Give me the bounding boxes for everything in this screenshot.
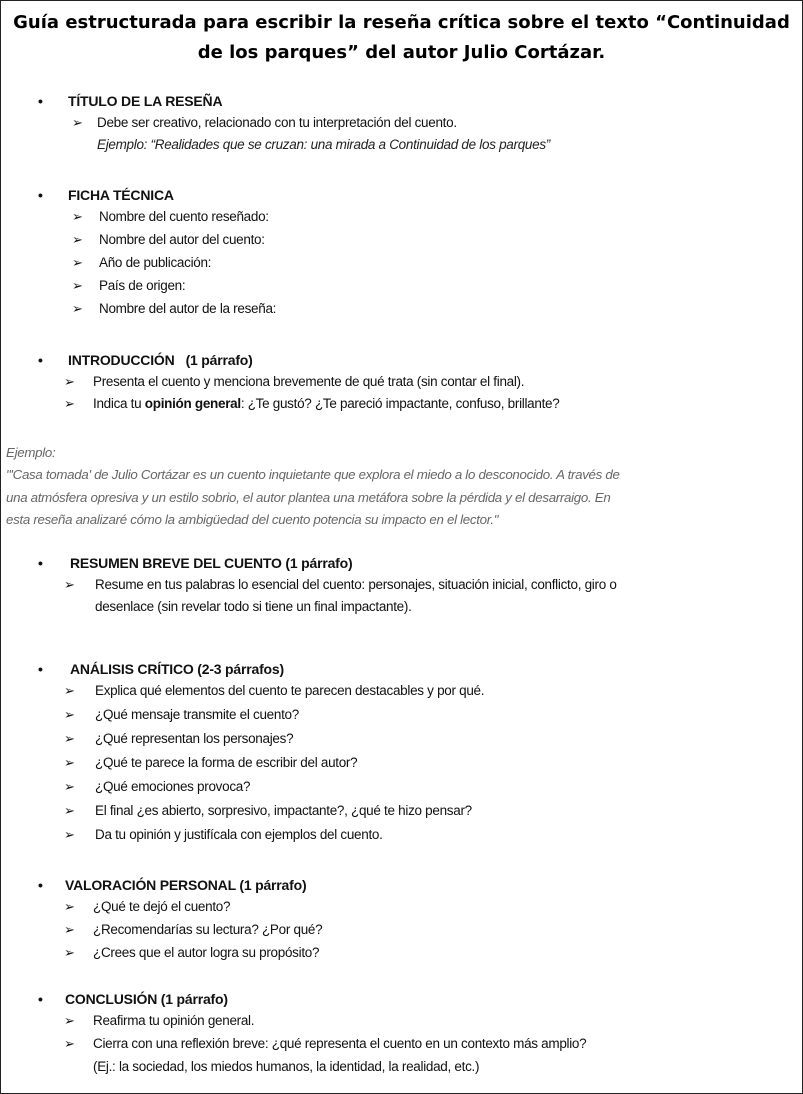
list-item xyxy=(0,919,803,942)
list-item xyxy=(0,1010,803,1033)
list-item xyxy=(0,275,803,298)
arrow-bullet-icon: ➢ xyxy=(72,255,83,270)
item-text: ¿Qué te parece la forma de escribir del autor? xyxy=(95,755,358,770)
arrow-bullet-icon: ➢ xyxy=(64,922,75,937)
list-item xyxy=(0,206,803,229)
item-text: El final ¿es abierto, sorpresivo, impactante?, ¿qué te hizo pensar? xyxy=(95,803,472,818)
list-item xyxy=(0,1033,803,1056)
bullet-icon: • xyxy=(38,555,43,571)
heading-text: VALORACIÓN PERSONAL (1 párrafo) xyxy=(65,877,307,893)
example-line: "'Casa tomada' de Julio Cortázar es un cuento inquietante que explora el miedo a lo desconocido. A través de xyxy=(6,467,620,483)
list-item xyxy=(0,252,803,275)
heading-note: (1 párrafo) xyxy=(185,352,253,368)
arrow-bullet-icon: ➢ xyxy=(64,374,75,389)
list-item-continuation xyxy=(0,1056,803,1079)
bullet-icon: • xyxy=(38,93,43,109)
list-item xyxy=(0,112,803,134)
item-text: ¿Crees que el autor logra su propósito? xyxy=(93,945,320,960)
list-item xyxy=(0,371,803,393)
section-heading xyxy=(0,552,803,574)
section-heading xyxy=(0,874,803,896)
list-item xyxy=(0,393,803,415)
list-item xyxy=(0,298,803,321)
arrow-bullet-icon: ➢ xyxy=(64,577,75,592)
list-item xyxy=(0,704,803,728)
heading-text xyxy=(68,349,253,371)
list-item xyxy=(0,896,803,919)
arrow-bullet-icon: ➢ xyxy=(72,278,83,293)
section-heading xyxy=(0,90,803,112)
list-item xyxy=(0,942,803,965)
arrow-bullet-icon: ➢ xyxy=(64,779,75,794)
item-text: Nombre del autor de la reseña: xyxy=(99,301,277,316)
bullet-icon: • xyxy=(38,661,43,677)
example-paragraph xyxy=(6,442,796,532)
item-text-bold: opinión general xyxy=(144,396,241,411)
list-item xyxy=(0,574,803,596)
heading-text: RESUMEN BREVE DEL CUENTO (1 párrafo) xyxy=(70,555,353,571)
example-line: esta reseña analizaré cómo la ambigüedad del cuento potencia su impacto en el lector." xyxy=(6,512,499,528)
section-heading xyxy=(0,349,803,371)
example-line: una atmósfera opresiva y un estilo sobrio, el autor plantea una metáfora sobre la pérdida y el desarraigo. En xyxy=(6,489,611,505)
heading-text: CONCLUSIÓN (1 párrafo) xyxy=(65,991,228,1007)
arrow-bullet-icon: ➢ xyxy=(64,755,75,770)
arrow-bullet-icon: ➢ xyxy=(64,1013,75,1028)
item-text: Año de publicación: xyxy=(99,255,212,270)
heading-text: ANÁLISIS CRÍTICO (2-3 párrafos) xyxy=(70,661,284,677)
arrow-bullet-icon: ➢ xyxy=(64,707,75,722)
list-item xyxy=(0,800,803,824)
section-resumen xyxy=(0,552,803,618)
item-text: Reafirma tu opinión general. xyxy=(93,1013,255,1028)
section-introduccion xyxy=(0,349,803,415)
list-item xyxy=(0,824,803,848)
title-line-1: Guía estructurada para escribir la reseña crítica sobre el texto “Continuidad xyxy=(13,12,790,33)
item-text-post: : ¿Te gustó? ¿Te pareció impactante, confuso, brillante? xyxy=(240,396,560,411)
bullet-icon: • xyxy=(38,991,43,1007)
item-text: Da tu opinión y justifícala con ejemplos del cuento. xyxy=(95,827,383,842)
document-title xyxy=(0,8,803,68)
heading-text: FICHA TÉCNICA xyxy=(68,187,174,203)
example-text: Ejemplo: “Realidades que se cruzan: una mirada a Continuidad de los parques” xyxy=(97,137,550,152)
item-text: Nombre del autor del cuento: xyxy=(99,232,265,247)
item-text: Nombre del cuento reseñado: xyxy=(99,209,269,224)
item-text: Presenta el cuento y menciona brevemente de qué trata (sin contar el final). xyxy=(93,374,525,389)
arrow-bullet-icon: ➢ xyxy=(64,945,75,960)
item-text: ¿Recomendarías su lectura? ¿Por qué? xyxy=(93,922,323,937)
bullet-icon: • xyxy=(38,352,43,368)
item-text: ¿Qué representan los personajes? xyxy=(95,731,294,746)
section-titulo xyxy=(0,90,803,152)
item-text: Debe ser creativo, relacionado con tu interpretación del cuento. xyxy=(97,115,457,130)
arrow-bullet-icon: ➢ xyxy=(72,209,83,224)
item-text-pre: Indica tu xyxy=(93,396,145,411)
arrow-bullet-icon: ➢ xyxy=(64,1036,75,1051)
list-item xyxy=(0,680,803,704)
list-item xyxy=(0,728,803,752)
section-heading xyxy=(0,658,803,680)
item-text: ¿Qué mensaje transmite el cuento? xyxy=(95,707,299,722)
arrow-bullet-icon: ➢ xyxy=(64,683,75,698)
list-item-continuation xyxy=(0,596,803,618)
section-heading xyxy=(0,988,803,1010)
heading-main: INTRODUCCIÓN xyxy=(68,352,175,368)
example-label: Ejemplo: xyxy=(6,445,56,460)
item-text: (Ej.: la sociedad, los miedos humanos, la identidad, la realidad, etc.) xyxy=(93,1059,480,1074)
arrow-bullet-icon: ➢ xyxy=(64,731,75,746)
section-conclusion xyxy=(0,988,803,1079)
bullet-icon: • xyxy=(38,877,43,893)
section-heading xyxy=(0,184,803,206)
arrow-bullet-icon: ➢ xyxy=(72,232,83,247)
section-ficha xyxy=(0,184,803,321)
bullet-icon: • xyxy=(38,187,43,203)
arrow-bullet-icon: ➢ xyxy=(64,396,75,411)
item-text: ¿Qué te dejó el cuento? xyxy=(93,899,231,914)
item-text: País de origen: xyxy=(99,278,186,293)
section-valoracion xyxy=(0,874,803,965)
list-item xyxy=(0,776,803,800)
arrow-bullet-icon: ➢ xyxy=(72,115,83,130)
arrow-bullet-icon: ➢ xyxy=(72,301,83,316)
arrow-bullet-icon: ➢ xyxy=(64,827,75,842)
heading-text: TÍTULO DE LA RESEÑA xyxy=(68,93,223,109)
item-text: ¿Qué emociones provoca? xyxy=(95,779,251,794)
arrow-bullet-icon: ➢ xyxy=(64,803,75,818)
item-text: desenlace (sin revelar todo si tiene un final impactante). xyxy=(95,599,412,614)
item-text xyxy=(93,393,559,415)
item-text: Cierra con una reflexión breve: ¿qué representa el cuento en un contexto más amplio? xyxy=(93,1036,587,1051)
item-text: Explica qué elementos del cuento te parecen destacables y por qué. xyxy=(95,683,485,698)
list-item xyxy=(0,229,803,252)
title-line-2: de los parques” del autor Julio Cortázar. xyxy=(197,42,606,63)
item-text: Resume en tus palabras lo esencial del cuento: personajes, situación inicial, conflicto, giro o xyxy=(95,577,617,592)
arrow-bullet-icon: ➢ xyxy=(64,899,75,914)
section-analisis xyxy=(0,658,803,848)
list-item xyxy=(0,752,803,776)
